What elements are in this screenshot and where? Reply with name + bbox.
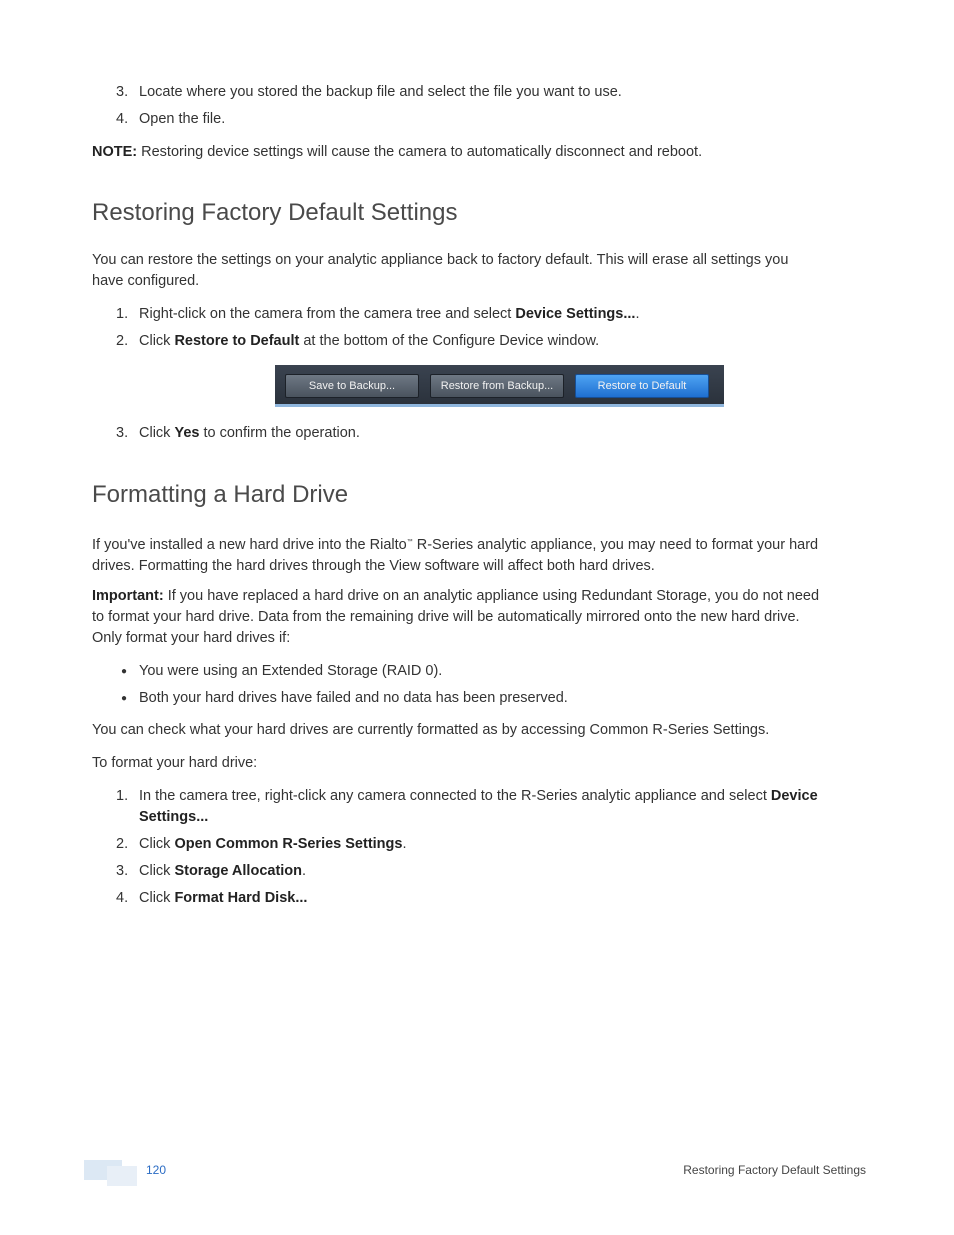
text-run: R-Series analytic appliance, you may need to format your hard <box>412 536 819 553</box>
bullet-dot-icon: ● <box>121 666 128 677</box>
text-run: Click <box>139 890 175 906</box>
step-number: 1. <box>116 306 129 322</box>
text-line: drives. Formatting the hard drives through the View software will affect both hard drives. <box>92 557 655 574</box>
to-format-paragraph: To format your hard drive: <box>92 755 258 771</box>
step-number: 4. <box>116 890 129 906</box>
trademark-mark: ™ <box>406 539 413 545</box>
text-run: Right-click on the camera from the camera tree and select <box>139 306 516 322</box>
text-line <box>92 586 867 607</box>
bold-run: Yes <box>174 425 200 441</box>
bold-run: Restore to Default <box>174 333 300 349</box>
bullet-dot-icon: ● <box>121 693 128 704</box>
step-number: 3. <box>116 84 129 100</box>
note-text: Restoring device settings will cause the camera to automatically disconnect and reboot. <box>137 144 703 160</box>
important-label: Important: <box>92 588 164 604</box>
step-text <box>139 304 639 325</box>
step-text <box>139 423 360 444</box>
step-text <box>139 888 307 909</box>
step-text <box>139 331 599 352</box>
text-run: to confirm the operation. <box>199 425 360 441</box>
step-number: 2. <box>116 836 129 852</box>
bold-run: Storage Allocation <box>174 863 303 879</box>
important-paragraph <box>92 586 867 649</box>
step-number: 2. <box>116 333 129 349</box>
text-run: at the bottom of the Configure Device window. <box>299 333 600 349</box>
step-text <box>139 786 869 828</box>
text-line <box>92 532 867 556</box>
step-number: 3. <box>116 863 129 879</box>
text-line: have configured. <box>92 273 200 289</box>
text-run: Click <box>139 333 175 349</box>
intro-paragraph <box>92 532 867 577</box>
page-number: 120 <box>146 1163 167 1177</box>
bold-run: Open Common R-Series Settings <box>174 836 403 852</box>
bold-run: Settings... <box>139 809 209 825</box>
text-run: Click <box>139 863 175 879</box>
section-heading-format: Formatting a Hard Drive <box>92 481 349 508</box>
text-run: . <box>635 306 640 322</box>
bold-run: Format Hard Disk... <box>174 890 308 906</box>
note-label: NOTE: <box>92 144 138 160</box>
text-run: . <box>302 863 307 879</box>
step-number: 1. <box>116 788 129 804</box>
text-run: In the camera tree, right-click any camera connected to the R-Series analytic appliance and select <box>139 788 771 804</box>
section-heading-restore: Restoring Factory Default Settings <box>92 199 458 226</box>
text-run: . <box>402 836 407 852</box>
text-run: Click <box>139 425 175 441</box>
text-run: If you've installed a new hard drive into the Rialto <box>92 536 407 553</box>
footer-section-title: Restoring Factory Default Settings <box>683 1163 866 1177</box>
text-line: to format your hard drive. Data from the remaining drive will be automatically mirrored onto the new hard drive. <box>92 609 800 625</box>
restore-from-backup-button[interactable]: Restore from Backup... <box>430 374 564 398</box>
step-number: 3. <box>116 425 129 441</box>
bold-run: Device Settings... <box>515 306 636 322</box>
bullet-text: You were using an Extended Storage (RAID 0). <box>139 663 443 679</box>
save-to-backup-button[interactable]: Save to Backup... <box>285 374 419 398</box>
bold-run: Device <box>770 788 818 804</box>
intro-paragraph <box>92 250 867 292</box>
text-line: Only format your hard drives if: <box>92 630 291 646</box>
step-text: Locate where you stored the backup file and select the file you want to use. <box>139 84 622 100</box>
note-paragraph <box>92 142 867 163</box>
check-paragraph: You can check what your hard drives are currently formatted as by accessing Common R-Series Settings. <box>92 722 770 738</box>
step-text: Open the file. <box>139 111 226 127</box>
step-number: 4. <box>116 111 129 127</box>
step-text <box>139 834 407 855</box>
step-text <box>139 861 306 882</box>
configure-device-toolbar-screenshot <box>275 365 724 407</box>
text-run: If you have replaced a hard drive on an analytic appliance using Redundant Storage, you do not need <box>163 588 820 604</box>
footer-decoration <box>107 1166 137 1186</box>
text-run: Click <box>139 836 175 852</box>
bullet-text: Both your hard drives have failed and no data has been preserved. <box>139 690 568 706</box>
text-line: You can restore the settings on your analytic appliance back to factory default. This will erase all settings you <box>92 252 789 268</box>
restore-to-default-button[interactable]: Restore to Default <box>575 374 709 398</box>
